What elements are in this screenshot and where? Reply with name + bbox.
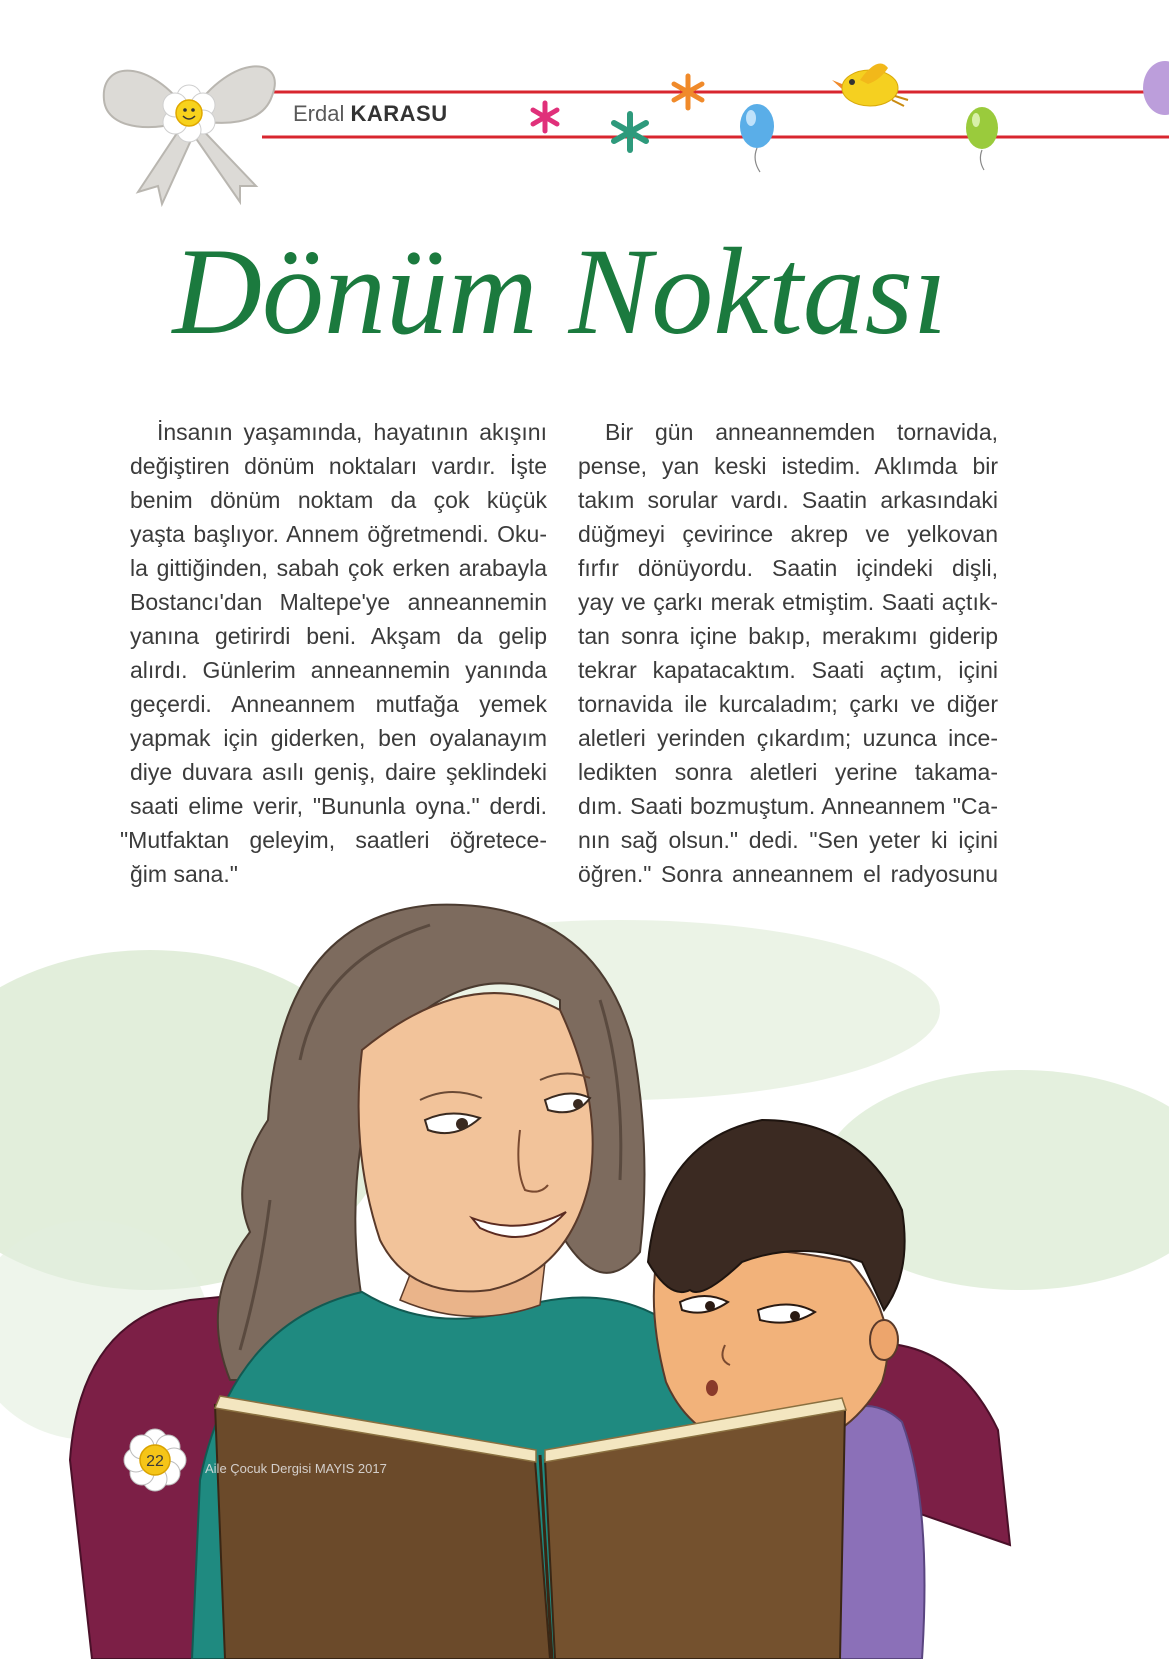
balloon-icon-purple — [1143, 61, 1169, 115]
text-line: İnsanın yaşamında, hayatının akışını — [157, 419, 547, 445]
text-line: nın sağ olsun." dedi. "Sen yeter ki içini — [578, 827, 998, 853]
text-line: "Mutfaktan geleyim, saatleri öğretece- — [120, 827, 547, 853]
text-line: Bostancı'dan Maltepe'ye anneannemin — [130, 589, 547, 615]
text-line: alırdı. Günlerim anneannemin yanında — [130, 657, 547, 683]
text-line: saati elime verir, "Bununla oyna." derdi. — [130, 793, 547, 819]
text-line: düğmeyi çevirince akrep ve yelkovan — [578, 521, 998, 547]
text-line: takım sorular vardı. Saatin arkasındaki — [578, 487, 998, 513]
boy-ear — [870, 1320, 898, 1360]
text-line: pense, yan keski istedim. Aklımda bir — [578, 453, 998, 479]
page-number: 22 — [146, 1453, 164, 1470]
author-byline — [293, 101, 448, 127]
balloon-icon-blue — [740, 104, 774, 172]
grandmother-face — [359, 993, 593, 1291]
article-title: Dönüm Noktası — [172, 223, 948, 360]
magazine-footer: Aile Çocuk Dergisi MAYIS 2017 — [205, 1461, 387, 1476]
text-line: aletleri yerinden çıkardım; uzunca ince- — [578, 725, 998, 751]
text-line: Bir gün anneannemden tornavida, — [605, 419, 998, 445]
author-first-name: Erdal — [293, 101, 345, 126]
text-line: yanına getirirdi beni. Akşam da gelip — [130, 623, 547, 649]
author-last-name: KARASU — [350, 101, 448, 126]
text-line: dım. Saati bozmuştum. Anneannem "Ca- — [578, 793, 998, 819]
text-line: geçerdi. Anneannem mutfağa yemek — [130, 691, 547, 717]
text-line: yapmak için giderken, ben oyalanayım — [130, 725, 547, 751]
asterisk-icon-pink — [533, 103, 557, 131]
text-line: benim dönüm noktam da çok küçük — [130, 487, 547, 513]
header-decoration — [0, 0, 1169, 210]
page-number-flower-icon — [120, 1425, 190, 1495]
text-line: yay ve çarkı merak etmiştim. Saati açtık- — [578, 589, 998, 615]
boy-mouth — [706, 1380, 718, 1396]
text-line: la gittiğinden, sabah çok erken arabayla — [130, 555, 547, 581]
story-illustration — [0, 880, 1169, 1659]
bird-icon — [832, 64, 908, 106]
text-line: tekrar kapatacaktım. Saati açtım, içini — [578, 657, 998, 683]
text-line: diye duvara asılı geniş, daire şeklindeki — [130, 759, 547, 785]
text-line: fırfır dönüyordu. Saatin içindeki dişli, — [578, 555, 998, 581]
article-column-left — [120, 415, 547, 891]
text-line: ğim sana." — [130, 861, 238, 887]
text-line: değiştiren dönüm noktaları vardır. İşte — [130, 453, 547, 479]
smiley-flower-icon — [163, 85, 215, 142]
asterisk-icon-green — [614, 114, 646, 150]
text-line: tornavida ile kurcaladım; çarkı ve diğer — [578, 691, 998, 717]
text-line: öğren." Sonra anneannem el radyosunu — [578, 861, 998, 887]
text-line: tan sonra içine bakıp, merakımı giderip — [578, 623, 998, 649]
article-column-right — [578, 415, 998, 891]
text-line: yaşta başlıyor. Annem öğretmendi. Oku- — [130, 521, 547, 547]
balloon-icon-green — [966, 107, 998, 170]
text-line: ledikten sonra aletleri yerine takama- — [578, 759, 998, 785]
